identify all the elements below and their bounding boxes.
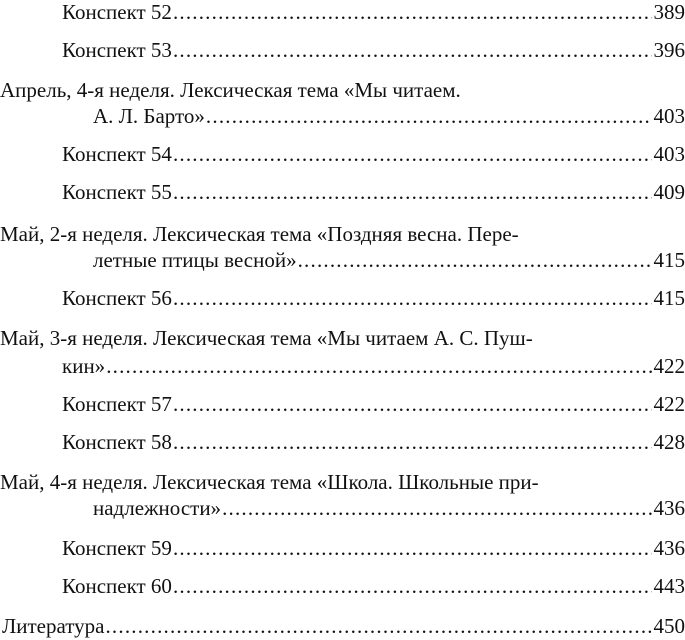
- dot-leader: [173, 390, 652, 418]
- toc-page-number: 415: [653, 248, 685, 272]
- toc-entry-title: кин»: [62, 354, 106, 378]
- toc-section-april-week4[interactable]: [0, 102, 685, 130]
- toc-entry-konspekt-55[interactable]: [0, 178, 685, 206]
- toc-page-number: 436: [653, 496, 685, 520]
- toc-entry-konspekt-53[interactable]: [0, 36, 685, 64]
- toc-entry-konspekt-58[interactable]: [0, 428, 685, 456]
- toc-page-number: 403: [653, 142, 685, 166]
- toc-section-title-line1[interactable]: Май, 4-я неделя. Лексическая тема «Школа. Школьные при-: [0, 470, 539, 494]
- toc-page-number: 436: [653, 536, 685, 560]
- toc-page-number: 403: [653, 104, 685, 128]
- dot-leader: [105, 612, 651, 640]
- toc-entry-konspekt-59[interactable]: [0, 534, 685, 562]
- toc-entry-konspekt-52[interactable]: [0, 0, 685, 26]
- dot-leader: [206, 102, 652, 130]
- dot-leader: [173, 36, 652, 64]
- dot-leader: [173, 428, 652, 456]
- toc-page-number: 415: [653, 286, 685, 310]
- dot-leader: [106, 352, 651, 380]
- toc-entry-title: надлежности»: [93, 496, 222, 520]
- toc-section-title-line1[interactable]: Май, 2-я неделя. Лексическая тема «Поздняя весна. Пере-: [0, 222, 519, 246]
- toc-entry-title: летные птицы весной»: [93, 248, 297, 272]
- toc-page-number: 450: [653, 614, 685, 638]
- toc-entry-title: Конспект 53: [62, 38, 172, 62]
- toc-section-title-line1[interactable]: Май, 3-я неделя. Лексическая тема «Мы читаем А. С. Пуш-: [0, 326, 533, 350]
- toc-entry-konspekt-57[interactable]: [0, 390, 685, 418]
- toc-entry-konspekt-54[interactable]: [0, 140, 685, 168]
- dot-leader: [173, 534, 652, 562]
- toc-entry-title: Конспект 54: [62, 142, 172, 166]
- toc-page-number: 443: [653, 574, 685, 598]
- dot-leader: [222, 494, 651, 522]
- toc-page-number: 409: [653, 180, 685, 204]
- toc-entry-title: А. Л. Барто»: [93, 104, 205, 128]
- toc-section-may-week2[interactable]: [0, 246, 685, 274]
- dot-leader: [173, 0, 652, 26]
- dot-leader: [173, 572, 652, 600]
- toc-page-number: 389: [653, 0, 685, 24]
- toc-page-number: 428: [653, 430, 685, 454]
- dot-leader: [298, 246, 652, 274]
- toc-page-number: 422: [653, 354, 685, 378]
- toc-section-title-line1[interactable]: Апрель, 4-я неделя. Лексическая тема «Мы читаем.: [0, 78, 461, 102]
- toc-section-may-week3[interactable]: [0, 352, 685, 380]
- toc-entry-title: Конспект 60: [62, 574, 172, 598]
- toc-entry-title: Конспект 58: [62, 430, 172, 454]
- dot-leader: [173, 178, 652, 206]
- toc-entry-title: Конспект 56: [62, 286, 172, 310]
- toc-entry-konspekt-56[interactable]: [0, 284, 685, 312]
- toc-entry-title: Конспект 55: [62, 180, 172, 204]
- dot-leader: [173, 284, 652, 312]
- dot-leader: [173, 140, 652, 168]
- toc-section-may-week4[interactable]: [0, 494, 685, 522]
- toc-page-number: 422: [653, 392, 685, 416]
- toc-entry-title: Конспект 59: [62, 536, 172, 560]
- toc-page-number: 396: [653, 38, 685, 62]
- toc-entry-title: Конспект 57: [62, 392, 172, 416]
- toc-entry-literature[interactable]: [0, 612, 685, 640]
- toc-entry-title: Конспект 52: [62, 0, 172, 24]
- toc-entry-konspekt-60[interactable]: [0, 572, 685, 600]
- toc-entry-title: Литература: [2, 614, 105, 638]
